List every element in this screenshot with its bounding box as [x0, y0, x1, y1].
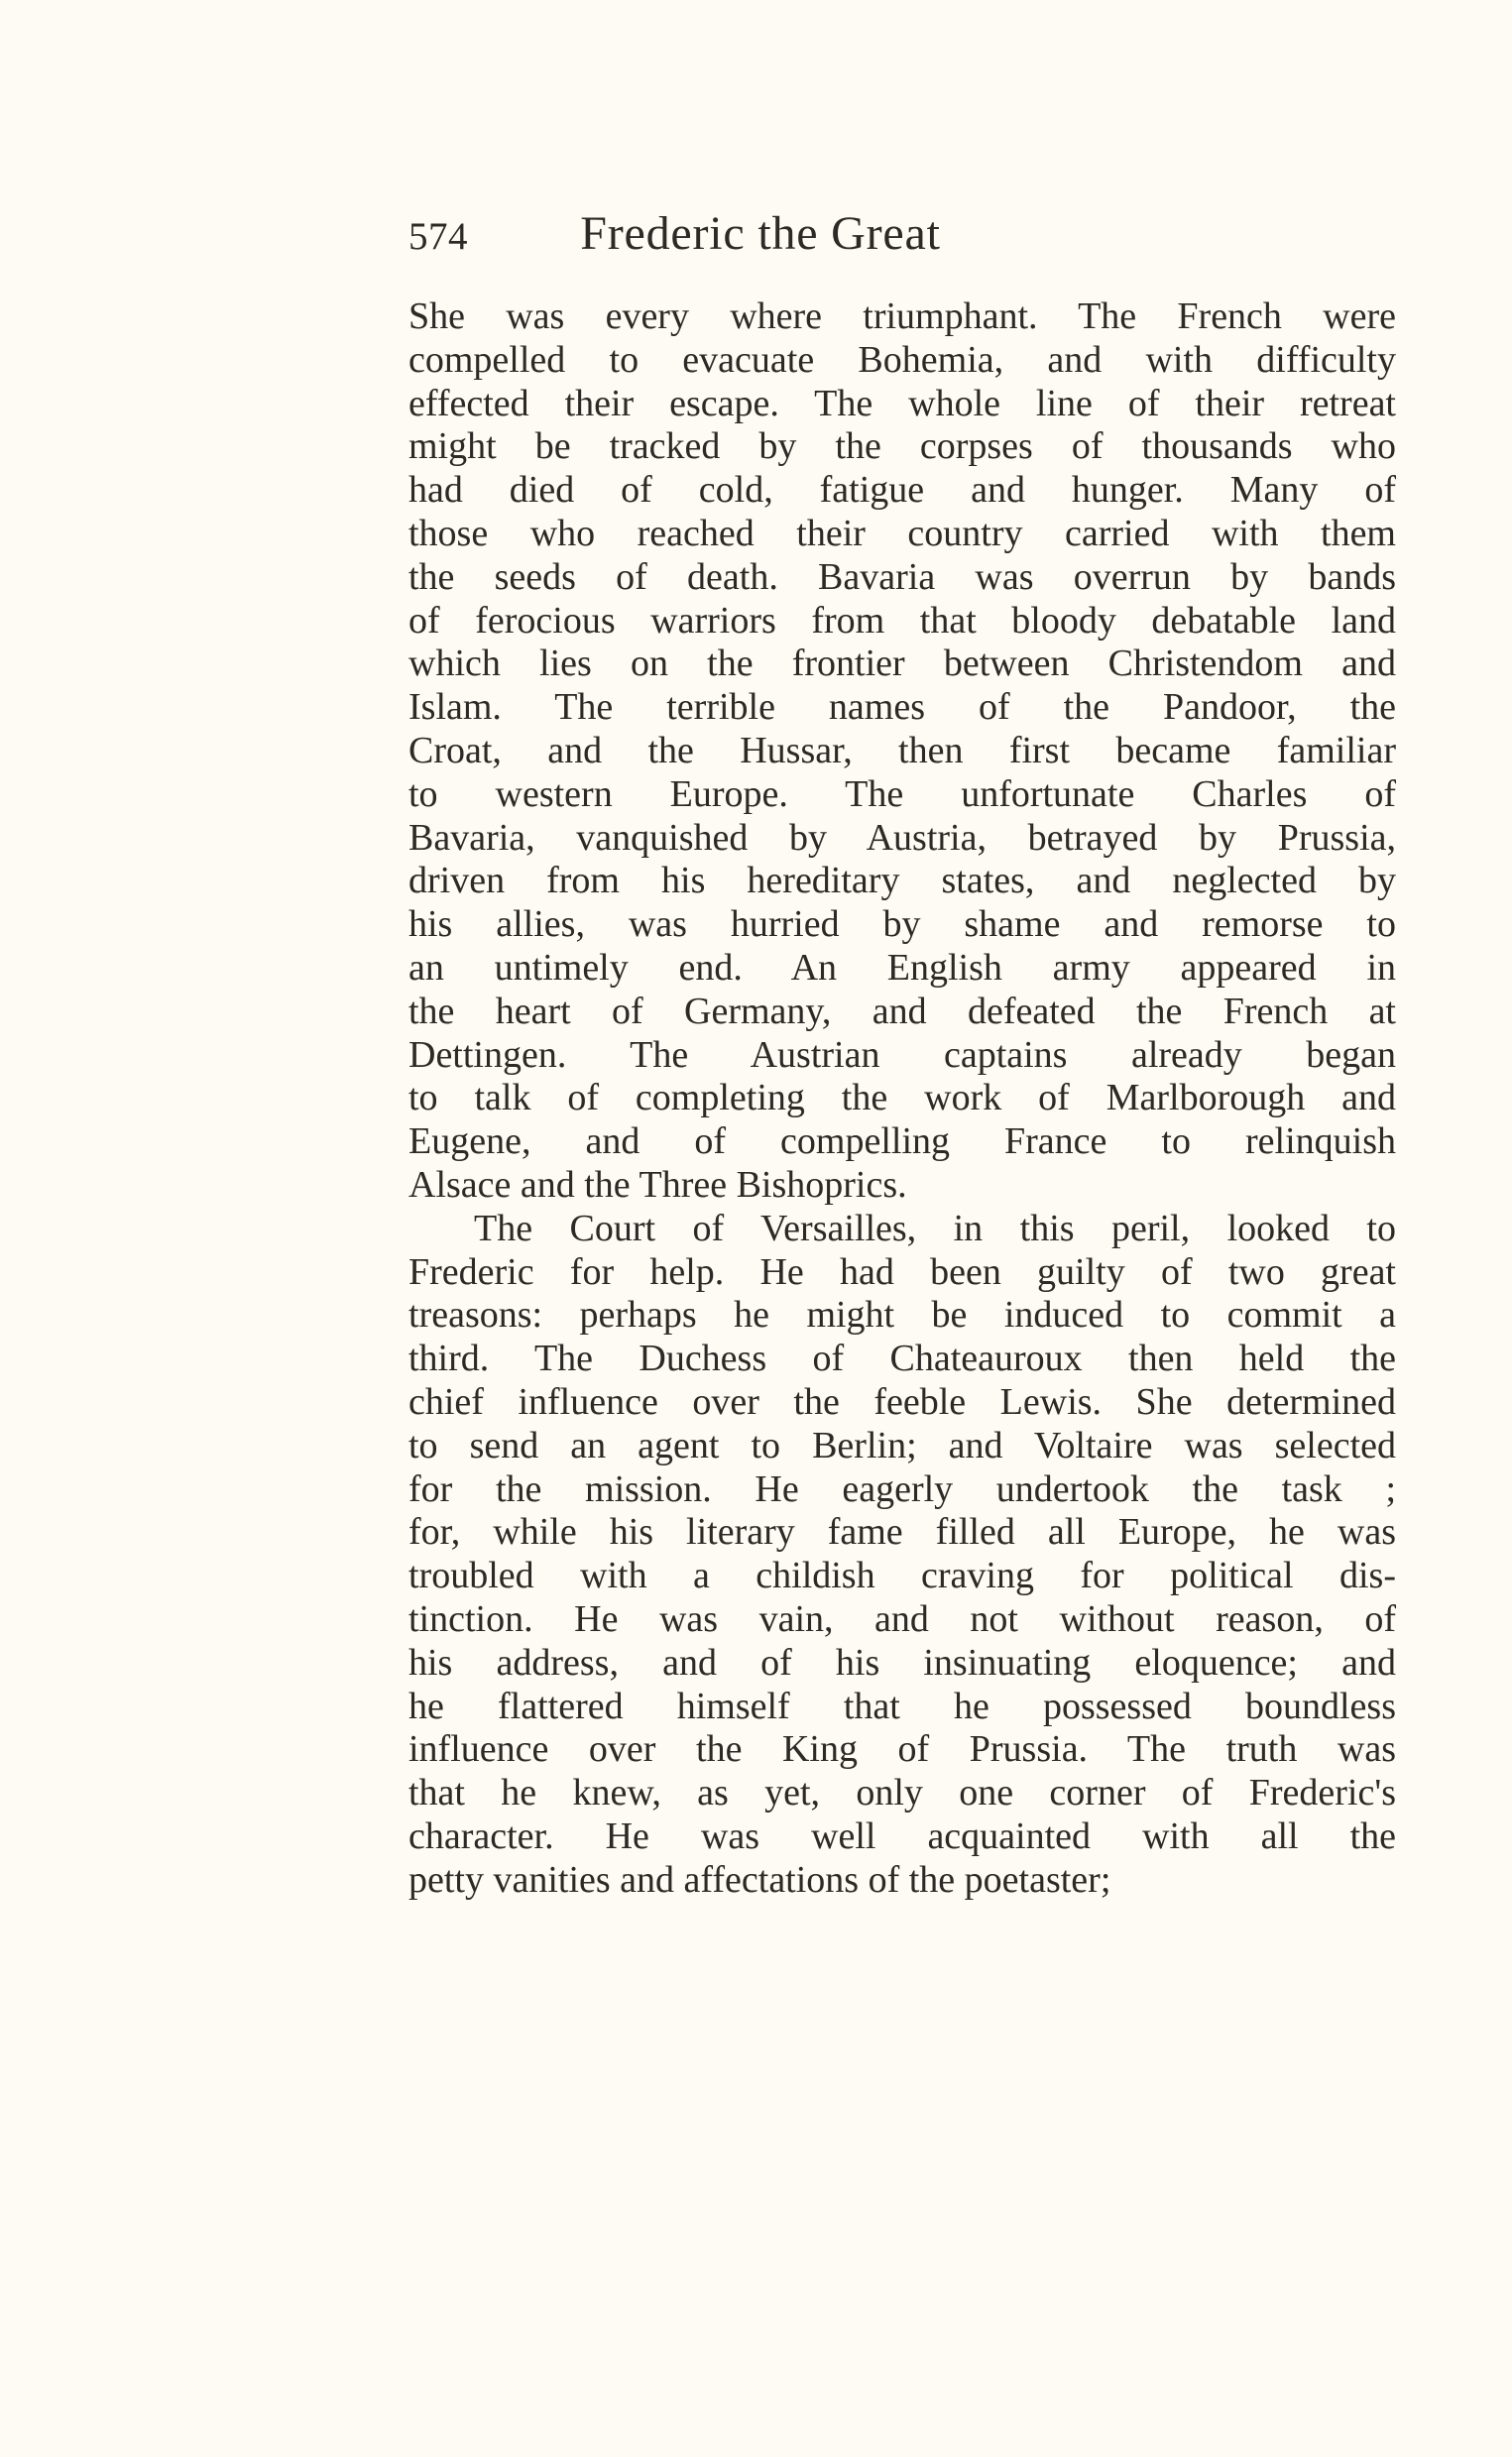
text-line: his address, and of his insinuating eloquence; and [408, 1641, 1396, 1684]
text-line: to western Europe. The unfortunate Charles of [408, 772, 1396, 815]
body-text [408, 295, 1396, 1902]
text-line: influence over the King of Prussia. The truth was [408, 1728, 1396, 1771]
text-line: chief influence over the feeble Lewis. She determined [408, 1380, 1396, 1423]
text-line: compelled to evacuate Bohemia, and with difficulty [408, 338, 1396, 381]
running-head [408, 198, 1112, 260]
text-line: She was every where triumphant. The French were [408, 295, 1396, 337]
text-line: Croat, and the Hussar, then first became familiar [408, 729, 1396, 771]
page-number: 574 [408, 215, 468, 258]
paragraph [408, 295, 1396, 1208]
paragraph [408, 1208, 1396, 1903]
text-line: those who reached their country carried with them [408, 512, 1396, 554]
text-line: Bavaria, vanquished by Austria, betrayed by Prussia, [408, 816, 1396, 859]
text-line: Islam. The terrible names of the Pandoor, the [408, 686, 1396, 729]
text-line: third. The Duchess of Chateauroux then held the [408, 1338, 1396, 1380]
text-line: driven from his hereditary states, and neglected by [408, 860, 1396, 902]
text-line: which lies on the frontier between Christendom and [408, 643, 1396, 685]
text-line: character. He was well acquainted with all the [408, 1814, 1396, 1857]
text-line: to send an agent to Berlin; and Voltaire was selected [408, 1424, 1396, 1466]
text-line: the seeds of death. Bavaria was overrun by bands [408, 555, 1396, 598]
text-line: of ferocious warriors from that bloody debatable land [408, 599, 1396, 642]
text-line: petty vanities and affectations of the poetaster; [408, 1858, 1111, 1901]
text-line: The Court of Versailles, in this peril, looked to [474, 1207, 1396, 1249]
text-line: troubled with a childish craving for political dis- [408, 1555, 1396, 1597]
running-title: Frederic the Great [580, 207, 941, 260]
text-line: Alsace and the Three Bishoprics. [408, 1163, 907, 1206]
text-line: effected their escape. The whole line of their retreat [408, 382, 1396, 424]
text-line: to talk of completing the work of Marlborough and [408, 1077, 1396, 1119]
text-line: he flattered himself that he possessed boundless [408, 1685, 1396, 1727]
text-line: might be tracked by the corpses of thousands who [408, 425, 1396, 468]
text-line: that he knew, as yet, only one corner of Frederic's [408, 1772, 1396, 1814]
text-line: an untimely end. An English army appeared in [408, 946, 1396, 989]
text-line: the heart of Germany, and defeated the French at [408, 990, 1396, 1032]
text-line: Dettingen. The Austrian captains already began [408, 1033, 1396, 1076]
text-line: for, while his literary fame filled all Europe, he was [408, 1511, 1396, 1554]
text-line: for the mission. He eagerly undertook the task ; [408, 1467, 1396, 1510]
text-line: his allies, was hurried by shame and remorse to [408, 903, 1396, 946]
text-line: had died of cold, fatigue and hunger. Many of [408, 469, 1396, 512]
text-line: treasons: perhaps he might be induced to commit a [408, 1294, 1396, 1337]
text-line: Eugene, and of compelling France to relinquish [408, 1120, 1396, 1163]
text-line: Frederic for help. He had been guilty of two great [408, 1250, 1396, 1293]
text-line: tinction. He was vain, and not without reason, of [408, 1597, 1396, 1640]
